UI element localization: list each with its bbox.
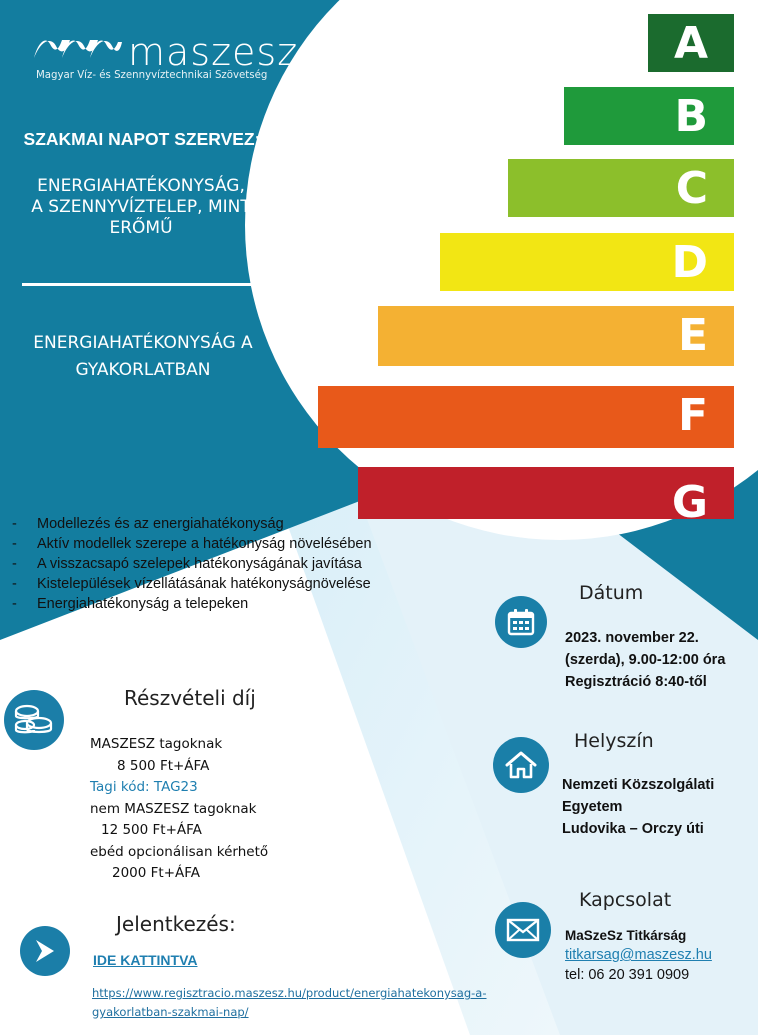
energy-letter: D [671, 237, 708, 288]
date-line: (szerda), 9.00-12:00 óra [565, 652, 726, 668]
fee-details [90, 734, 268, 885]
date-line: 2023. november 22. [565, 630, 699, 646]
event-subtitle [6, 330, 280, 384]
organizer-heading: SZAKMAI NAPOT SZERVEZ: [23, 129, 261, 149]
registration-url[interactable] [92, 984, 487, 1022]
title-divider [22, 283, 255, 286]
registration-title: Jelentkezés: [116, 912, 236, 936]
event-title [10, 176, 272, 239]
fee-member-price: 8 500 Ft+ÁFA [117, 757, 210, 774]
date-line: Regisztráció 8:40-től [565, 674, 707, 690]
contact-email-link[interactable]: titkarsag@maszesz.hu [565, 947, 712, 963]
event-subtitle-line: GYAKORLATBAN [75, 360, 211, 380]
fee-title: Részvételi díj [124, 686, 256, 710]
fee-nonmember-price: 12 500 Ft+ÁFA [101, 822, 202, 838]
maszesz-logo [32, 30, 302, 88]
energy-letter: B [674, 91, 708, 142]
event-title-line: A SZENNYVÍZTELEP, MINT [31, 197, 251, 217]
contact-title: Kapcsolat [579, 889, 672, 911]
registration-url-line[interactable]: https://www.regisztracio.maszesz.hu/product/energiahatekonysag-a- [92, 986, 487, 1000]
coins-icon [4, 690, 64, 750]
logo-subtitle: Magyar Víz- és Szennyvíztechnikai Szövetség [36, 70, 268, 81]
home-icon [493, 737, 549, 793]
calendar-icon [495, 596, 547, 648]
contact-name: MaSzeSz Titkárság [565, 928, 687, 943]
list-item: - Energiahatékonyság a telepeken [12, 596, 249, 612]
registration-link[interactable]: IDE KATTINTVA [93, 952, 198, 968]
event-title-line: ERŐMŰ [109, 218, 173, 238]
fee-lunch-price: 2000 Ft+ÁFA [112, 865, 201, 881]
venue-line: Egyetem [562, 799, 623, 815]
registration-url-line[interactable]: gyakorlatban-szakmai-nap/ [92, 1005, 249, 1019]
energy-letter: E [677, 310, 708, 361]
list-item: - A visszacsapó szelepek hatékonyságának javítása [12, 556, 362, 572]
event-subtitle-line: ENERGIAHATÉKONYSÁG A [33, 333, 253, 353]
event-title-line: ENERGIAHATÉKONYSÁG, [37, 176, 245, 196]
fee-nonmember-label: nem MASZESZ tagoknak [90, 800, 257, 817]
envelope-icon [495, 902, 551, 958]
logo-wordmark: maszesz [128, 30, 299, 74]
topic-list [12, 514, 452, 614]
date-title: Dátum [579, 582, 644, 604]
arrow-right-icon[interactable] [20, 926, 70, 976]
energy-letter: A [673, 18, 708, 69]
energy-letter: F [677, 390, 708, 441]
energy-letter: C [675, 163, 708, 214]
energy-letter: G [671, 477, 708, 519]
contact-phone: tel: 06 20 391 0909 [565, 967, 690, 983]
venue-line: Ludovika – Orczy úti [562, 821, 704, 837]
fee-member-code: Tagi kód: TAG23 [90, 779, 198, 795]
venue-title: Helyszín [574, 730, 654, 752]
date-details [565, 627, 725, 693]
list-item: - Modellezés és az energiahatékonyság [12, 516, 284, 532]
fee-member-label: MASZESZ tagoknak [90, 736, 223, 752]
logo-waves-icon [32, 32, 124, 64]
fee-lunch-label: ebéd opcionálisan kérhető [90, 843, 269, 860]
venue-details [562, 774, 714, 840]
venue-line: Nemzeti Közszolgálati [562, 777, 715, 793]
list-item: - Kistelepülések vízellátásának hatékonyságnövelése [12, 576, 371, 592]
list-item: - Aktív modellek szerepe a hatékonyság növelésében [12, 536, 372, 552]
